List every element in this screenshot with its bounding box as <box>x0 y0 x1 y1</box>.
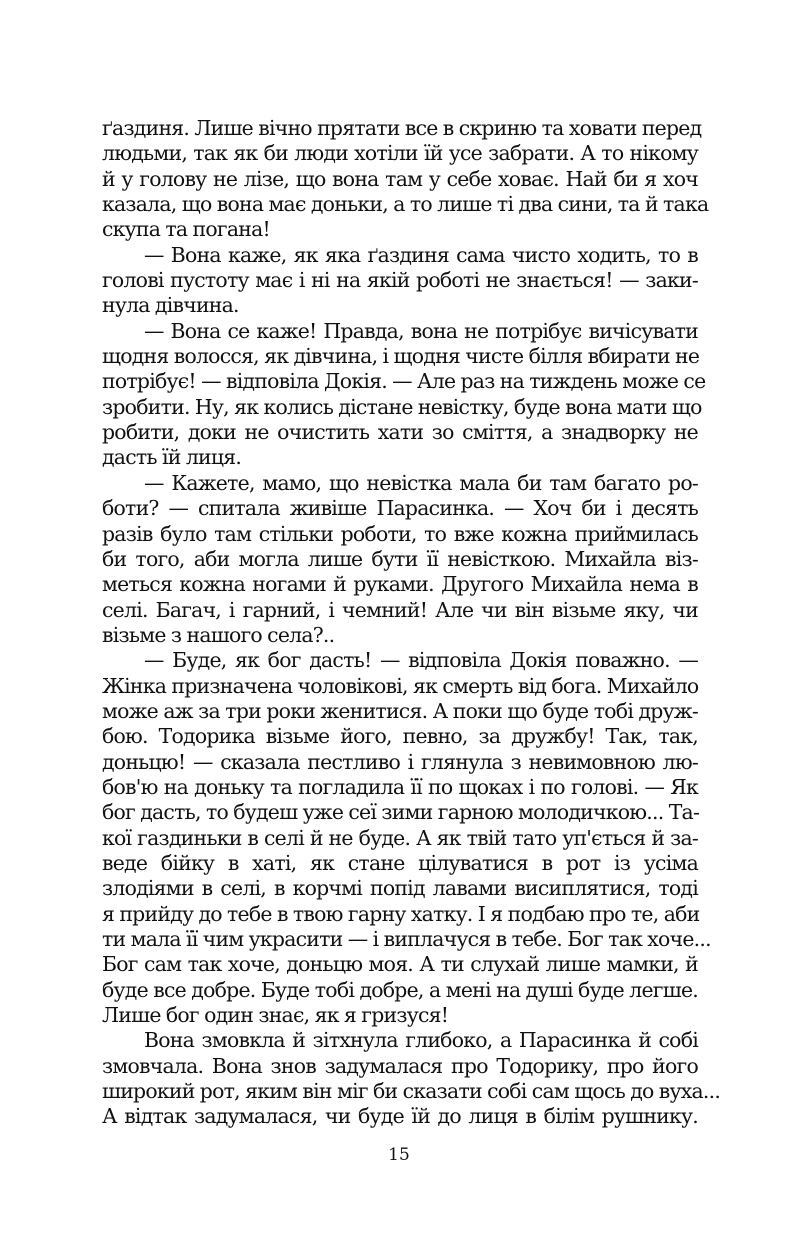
text-line: Бог сам так хоче, доньцю моя. А ти слухай лише мамки, й <box>102 952 698 977</box>
text-line: потрібує! — відповіла Докія. — Але раз на тиждень може се <box>102 369 706 394</box>
text-line: селі. Багач, і гарний, і чемний! Але чи він візьме яку, чи <box>102 597 698 622</box>
text-line: боти? — спитала живіше Парасинка. — Хоч би і десять <box>102 496 698 521</box>
paragraph <box>102 116 709 243</box>
text-line: доньцю! — сказала пестливо і глянула з невимовною лю- <box>102 749 698 774</box>
page-number: 15 <box>388 1145 410 1165</box>
text-line: ґаздиня. Лише вічно прятати все в скриню та ховати перед <box>102 116 702 140</box>
text-line: я прийду до тебе в твою гарну хатку. І я подбаю про те, аби <box>102 901 700 926</box>
paragraph <box>102 243 698 319</box>
text-line: Жінка призначена чоловікові, як смерть від бога. Михайло <box>102 673 699 698</box>
text-line: й у голову не лізе, що вона там у себе ховає. Най би я хоч <box>102 166 698 191</box>
text-line: Вона змовкла й зітхнула глибоко, а Парасинка й собі <box>144 1028 698 1053</box>
text-line: ти мала її чим украсити — і виплачуся в тебе. Бог так хоче... <box>102 927 711 951</box>
text-line: — Вона се каже! Правда, вона не потрібує вичісувати <box>144 318 698 343</box>
text-line: широкий рот, яким він міг би сказати собі сам щось до вуха... <box>102 1079 721 1104</box>
text-line: веде бійку в хаті, як стане цілуватися в рот із усіма <box>102 850 698 875</box>
text-line: бов'ю на доньку та погладила її по щоках і по голові. — Як <box>102 774 698 799</box>
text-line: візьме з нашого села?.. <box>102 622 335 647</box>
text-line: змовчала. Вона знов задумалася про Тодорику, про його <box>102 1053 698 1078</box>
text-line: голові пустоту має і ні на якій роботі не знається! — заки- <box>102 268 698 293</box>
text-line: щодня волосся, як дівчина, і щодня чисте білля вбирати не <box>102 344 700 369</box>
text-line: робити, доки не очистить хати зо сміття, а знадворку не <box>102 420 698 445</box>
text-line: нула дівчина. <box>102 293 239 318</box>
text-line: кої газдиньки в селі й не буде. А як твій тато уп'ється й за- <box>102 825 698 850</box>
text-line: — Буде, як бог дасть! — відповіла Докія поважно. — <box>144 648 698 673</box>
text-line: дасть їй лиця. <box>102 445 242 470</box>
text-line: А відтак задумалася, чи буде їй до лиця в білім рушнику. <box>102 1104 698 1129</box>
text-line: може аж за три роки женитися. А поки що буде тобі друж- <box>102 698 698 723</box>
page-text <box>102 116 721 1130</box>
text-line: — Вона каже, як яка ґаздиня сама чисто ходить, то в <box>144 242 698 267</box>
text-line: би того, аби могла лише бути її невісткою. Михайла віз- <box>102 546 698 571</box>
text-line: скупа та погана! <box>102 217 270 242</box>
text-line: бою. Тодорика візьме його, певно, за дружбу! Так, так, <box>102 724 698 749</box>
text-line: казала, що вона має доньки, а то лише ті два сини, та й така <box>102 192 709 217</box>
text-line: разів було там стільки роботи, то вже кожна приймилась <box>102 521 698 546</box>
text-line: зробити. Ну, як колись дістане невістку, буде вона мати що <box>102 394 702 419</box>
text-line: бог дасть, то будеш уже сеї зими гарною молодичкою... Та- <box>102 800 700 825</box>
text-line: — Кажете, мамо, що невістка мала би там багато ро- <box>144 470 698 495</box>
text-line: буде все добре. Буде тобі добре, а мені на душі буде легше. <box>102 977 698 1002</box>
paragraph <box>102 471 698 648</box>
text-line: меться кожна ногами й руками. Другого Михайла нема в <box>102 572 698 597</box>
paragraph <box>102 1028 721 1129</box>
text-line: людьми, так як би люди хотіли їй усе забрати. А то нікому <box>102 141 698 166</box>
paragraph <box>102 648 711 1028</box>
paragraph <box>102 318 706 471</box>
text-line: злодіями в селі, в корчмі попід лавами висиплятися, тоді <box>102 876 698 901</box>
text-line: Лише бог один знає, як я гризуся! <box>102 1003 449 1028</box>
